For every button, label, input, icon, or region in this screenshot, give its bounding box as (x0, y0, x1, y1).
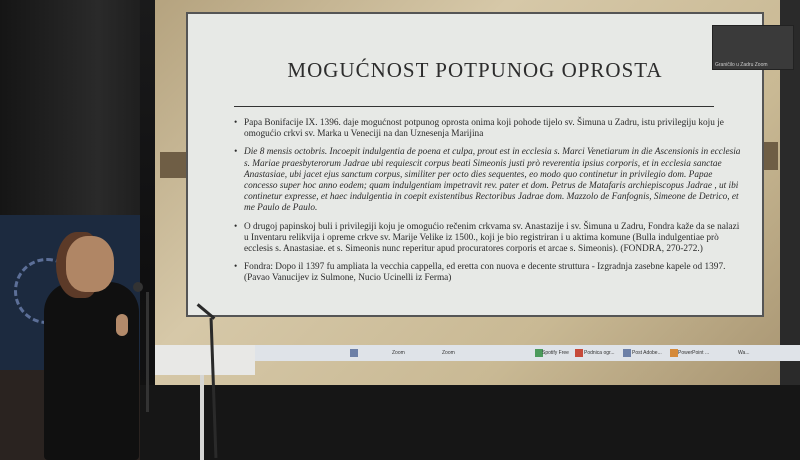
taskbar-item[interactable]: PowerPoint ... (678, 350, 710, 356)
podium (155, 345, 255, 375)
speaker-body (44, 282, 139, 460)
title-divider (234, 106, 714, 107)
slide-bullet-list (232, 118, 742, 292)
presentation-slide (186, 12, 764, 317)
slide-bullet: • Fondra: Dopo il 1397 fu ampliata la vecchia cappella, ed eretta con nuova e decente struttura - Izgradnja zasebne kapele od 1397. (Pavao Vanucijev iz Sulmone, Nucio Ucinelli iz Ferma) (232, 262, 742, 284)
taskbar-clock: Wa... (738, 350, 750, 356)
taskbar-item[interactable]: Post Adobe... (632, 350, 662, 356)
taskbar-app-icon[interactable] (350, 349, 358, 357)
podium-leg (200, 375, 204, 460)
speaker-head (66, 236, 114, 292)
taskbar-app-icon[interactable] (670, 349, 678, 357)
slide-title: MOGUĆNOST POTPUNOG OPROSTA (287, 58, 663, 82)
zoom-video-thumbnail (712, 25, 794, 70)
speaker-hand (116, 314, 128, 336)
taskbar-item[interactable]: Spotify Free (542, 350, 569, 356)
slide-bullet: • Die 8 mensis octobris. Incoepit indulgentia de poena et culpa, prout est in ecclesia s. Marci Venetiarum in die Ascensionis in ecclesia s. Mariae praesbyterorum Jadrae ubi requiescit corpus beati Simeonis justi prò reverentia ipsius corporis, et in ecclesia sanctae Anastasiae, ubi jacet ejus sanctum corpus, similiter per octo dies sequentes, eo modo quo continetur in privilegio dom. Papae concesso super hoc anno eodem; quam indulgentiam impetravit rev. pater et dom. Petrus de Matafaris archiepiscopus Jadrae , ut ibi continetur expresse, et haec indulgentia in coepit existentibus Rectoribus Jadrae dom. Mazzolo de Fanfognis, Simeone de Detrico, et me Paulo de Paulo. (232, 147, 742, 214)
slide-bullet: • Papa Bonifacije IX. 1396. daje mogućnost potpunog oprosta onima koji pohode tijelo sv. Šimuna u Zadru, istu privilegiju koju je omogućio crkvi sv. Marka u Veneciji na dan Uznesenja Marijina (232, 118, 742, 140)
zoom-thumbnail-label: Graničilo u Zadru Zoom (715, 62, 768, 68)
microphone-icon (133, 282, 143, 292)
taskbar-item[interactable]: Podnica ogr... (584, 350, 615, 356)
taskbar-app-icon[interactable] (575, 349, 583, 357)
slide-bullet: • O drugoj papinskoj buli i privilegiji koju je omogućio rečenim crkvama sv. Anastazije i sv. Šimuna u Zadru, Fondra kaže da se nalazi u Inventaru relikvija i opreme crkve sv. Marije Velike iz 1500., koji je bio registriran i u aktima komune (Bulla indulgentiae prò ecclesis s. Anastasiae. et s. Simeonis nunc reperitur apud procuratores corporis et arcae s. Simeonis). (FONDRA, 270-272.) (232, 222, 742, 256)
taskbar-app-icon[interactable] (623, 349, 631, 357)
taskbar-item[interactable]: Zoom (392, 350, 405, 356)
taskbar-item[interactable]: Zoom (442, 350, 455, 356)
microphone-stand (146, 292, 149, 412)
taskbar (160, 345, 800, 361)
